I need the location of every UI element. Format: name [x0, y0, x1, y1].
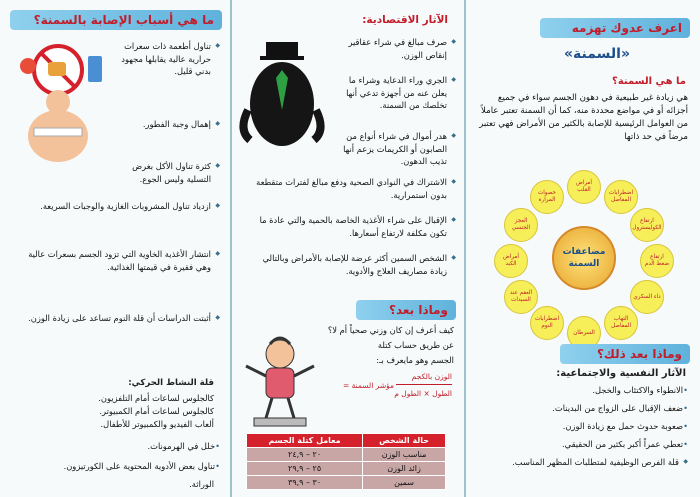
economic-item: ◆ هدر أموال في شراء أنواع من الصابون أو الكريمات يزعم أنها تذيب الدهون. — [332, 130, 456, 168]
bmi-answer: عن طريق حساب كتلة — [377, 340, 454, 350]
scale-icon — [254, 418, 306, 426]
cause-item: ◆ كثرة تناول الأكل بغرض التسلية وليس الجوع. — [110, 160, 220, 185]
economic-item: ◆ الإقبال على شراء الأغذية الخاصة بالحمية والتي عادة ما تكون مكلفة لارتفاع أسعارها. — [256, 214, 456, 239]
obesity-definition: هي زيادة غير طبيعية في دهون الجسم سواء في جميع أجزائه أو في مواضع محددة منه، كما أن السمنة تعتبر عاملاً من العوامل الرئيسية للإصابة بالكثير من الأمراض فهي تعتبر مرضاً في حد ذاتها — [479, 93, 688, 142]
complication-petal: اضطرابات المفاصل — [604, 180, 638, 214]
economic-item: ◆ الشخص السمين أكثر عرضة للإصابة بالأمراض وبالتالي زيادة مصاريف العلاج والأدوية. — [256, 252, 456, 277]
psych-item: ◆ قلة الفرص الوظيفية لمتطلبات المظهر المناسب. — [478, 456, 688, 469]
activity-item: ألعاب الفيديو والكمبيوتر للأطفال. — [100, 419, 214, 429]
formula-denominator: الطول × الطول م — [394, 389, 452, 398]
bmi-question: كيف أعرف إن كان وزني صحياً أم لا؟ — [327, 325, 454, 335]
junk-food-illustration — [18, 36, 110, 166]
cause-item: ◆ ازدياد تناول المشروبات الغازية والوجبات السريعة. — [20, 200, 220, 213]
bmi-cell: ٢٠ – ٢٤,٩ — [247, 448, 363, 462]
complication-petal: أمراض القلب — [567, 170, 601, 204]
complication-petal: اضطرابات النوم — [530, 306, 564, 340]
economic-item: ◆ الجري وراء الدعاية وشراء ما يعلن عنه من أجهزة تدعي أنها تخلصك من السمنة. — [332, 74, 456, 112]
psych-social-heading: الآثار النفسية والاجتماعية: — [556, 368, 686, 379]
complication-petal: أمراض الكبد — [494, 244, 528, 278]
activity-item: كالجلوس لساعات أمام التلفزيون. — [98, 393, 214, 403]
table-row — [247, 462, 446, 476]
bmi-cell: ٢٥ – ٢٩,٩ — [247, 462, 363, 476]
panel-obesity — [466, 0, 700, 497]
complication-petal: ارتفاع ضغط الدم — [640, 244, 674, 278]
scale-person-illustration — [240, 336, 320, 428]
then-what-banner: وماذا بعد ذلك؟ — [560, 344, 690, 364]
formula-line — [396, 384, 452, 385]
complications-center: مضاعفات السمنة — [552, 226, 616, 290]
causes-banner: ما هي أسباب الإصابة بالسمنة؟ — [10, 10, 222, 30]
panel-causes — [0, 0, 230, 497]
table-row — [247, 476, 446, 490]
table-row — [247, 448, 446, 462]
cause-extra: • خلل في الهرمونات. — [148, 440, 220, 453]
cause-item: ◆ انتشار الأغذية الخاوية التي تزود الجسم بسعرات عالية وهي فقيرة في قيمتها الغذائية. — [20, 248, 220, 273]
obesity-title: «السمنة» — [564, 46, 630, 62]
know-enemy-banner: اعرف عدوك تهزمه — [540, 18, 690, 38]
formula-label: مؤشر السمنة = — [342, 381, 394, 390]
cause-item: ◆ أثبتت الدراسات أن قلة النوم تساعد على زيادة الوزن. — [20, 312, 220, 325]
activity-item: كالجلوس لساعات أمام الكمبيوتر. — [99, 406, 214, 416]
complication-petal: داء السكري — [630, 280, 664, 314]
bmi-cell: زائد الوزن — [363, 462, 446, 476]
bmi-header: حالة الشخص — [363, 434, 446, 448]
cause-item: ◆ تناول أطعمة ذات سعرات حرارية عالية يقابلها مجهود بدني قليل. — [110, 40, 220, 78]
formula-numerator: الوزن بالكجم — [411, 372, 452, 381]
bmi-cell: مناسب الوزن — [363, 448, 446, 462]
complication-petal: العجز الجنسي — [504, 208, 538, 242]
cause-item: ◆ إهمال وجبة الفطور. — [110, 118, 220, 131]
what-next-banner: وماذا بعد؟ — [356, 300, 456, 320]
complication-petal: ارتفاع الكوليسترول — [630, 208, 664, 242]
bmi-table — [246, 433, 446, 490]
cause-extra: الوراثة. — [189, 479, 214, 489]
bmi-cell: ٣٠ – ٣٩,٩ — [247, 476, 363, 490]
economic-item: ◆ صرف مبالغ في شراء عقاقير إنقاص الوزن. — [332, 36, 456, 61]
bmi-cell: سمين — [363, 476, 446, 490]
economic-item: ◆ الاشتراك في النوادي الصحية ودفع مبالغ لفترات متقطعة بدون استمرارية. — [256, 176, 456, 201]
economic-heading: الآثار الاقتصادية: — [362, 14, 448, 26]
psych-item: • الانطواء والاكتئاب والخجل. — [592, 384, 688, 397]
complication-petal: العقم عند السيدات — [504, 280, 538, 314]
psych-item: • تعطي عمراً أكبر بكثير من الحقيقي. — [562, 438, 688, 451]
bmi-header: معامل كتلة الجسم — [247, 434, 363, 448]
complication-petal: التهاب المفاصل — [604, 306, 638, 340]
bmi-answer: الجسم وهو مايعرف بـ: — [376, 355, 454, 365]
complication-petal: السرطان — [567, 316, 601, 350]
psych-item: • ضعف الإقبال على الزواج من البدينات. — [552, 402, 688, 415]
what-is-obesity: ما هي السمنة؟ — [612, 76, 686, 87]
cause-extra: • تناول بعض الأدوية المحتوية على الكورتيزون. — [64, 460, 220, 473]
panel-economic — [232, 0, 464, 497]
psych-item: • صعوبة حدوث حمل مع زيادة الوزن. — [563, 420, 688, 433]
complications-diagram — [494, 170, 674, 350]
complication-petal: حصوات المرارة — [530, 180, 564, 214]
activity-heading: قلة النشاط الحركي: — [128, 378, 214, 388]
businessman-illustration — [238, 40, 326, 150]
